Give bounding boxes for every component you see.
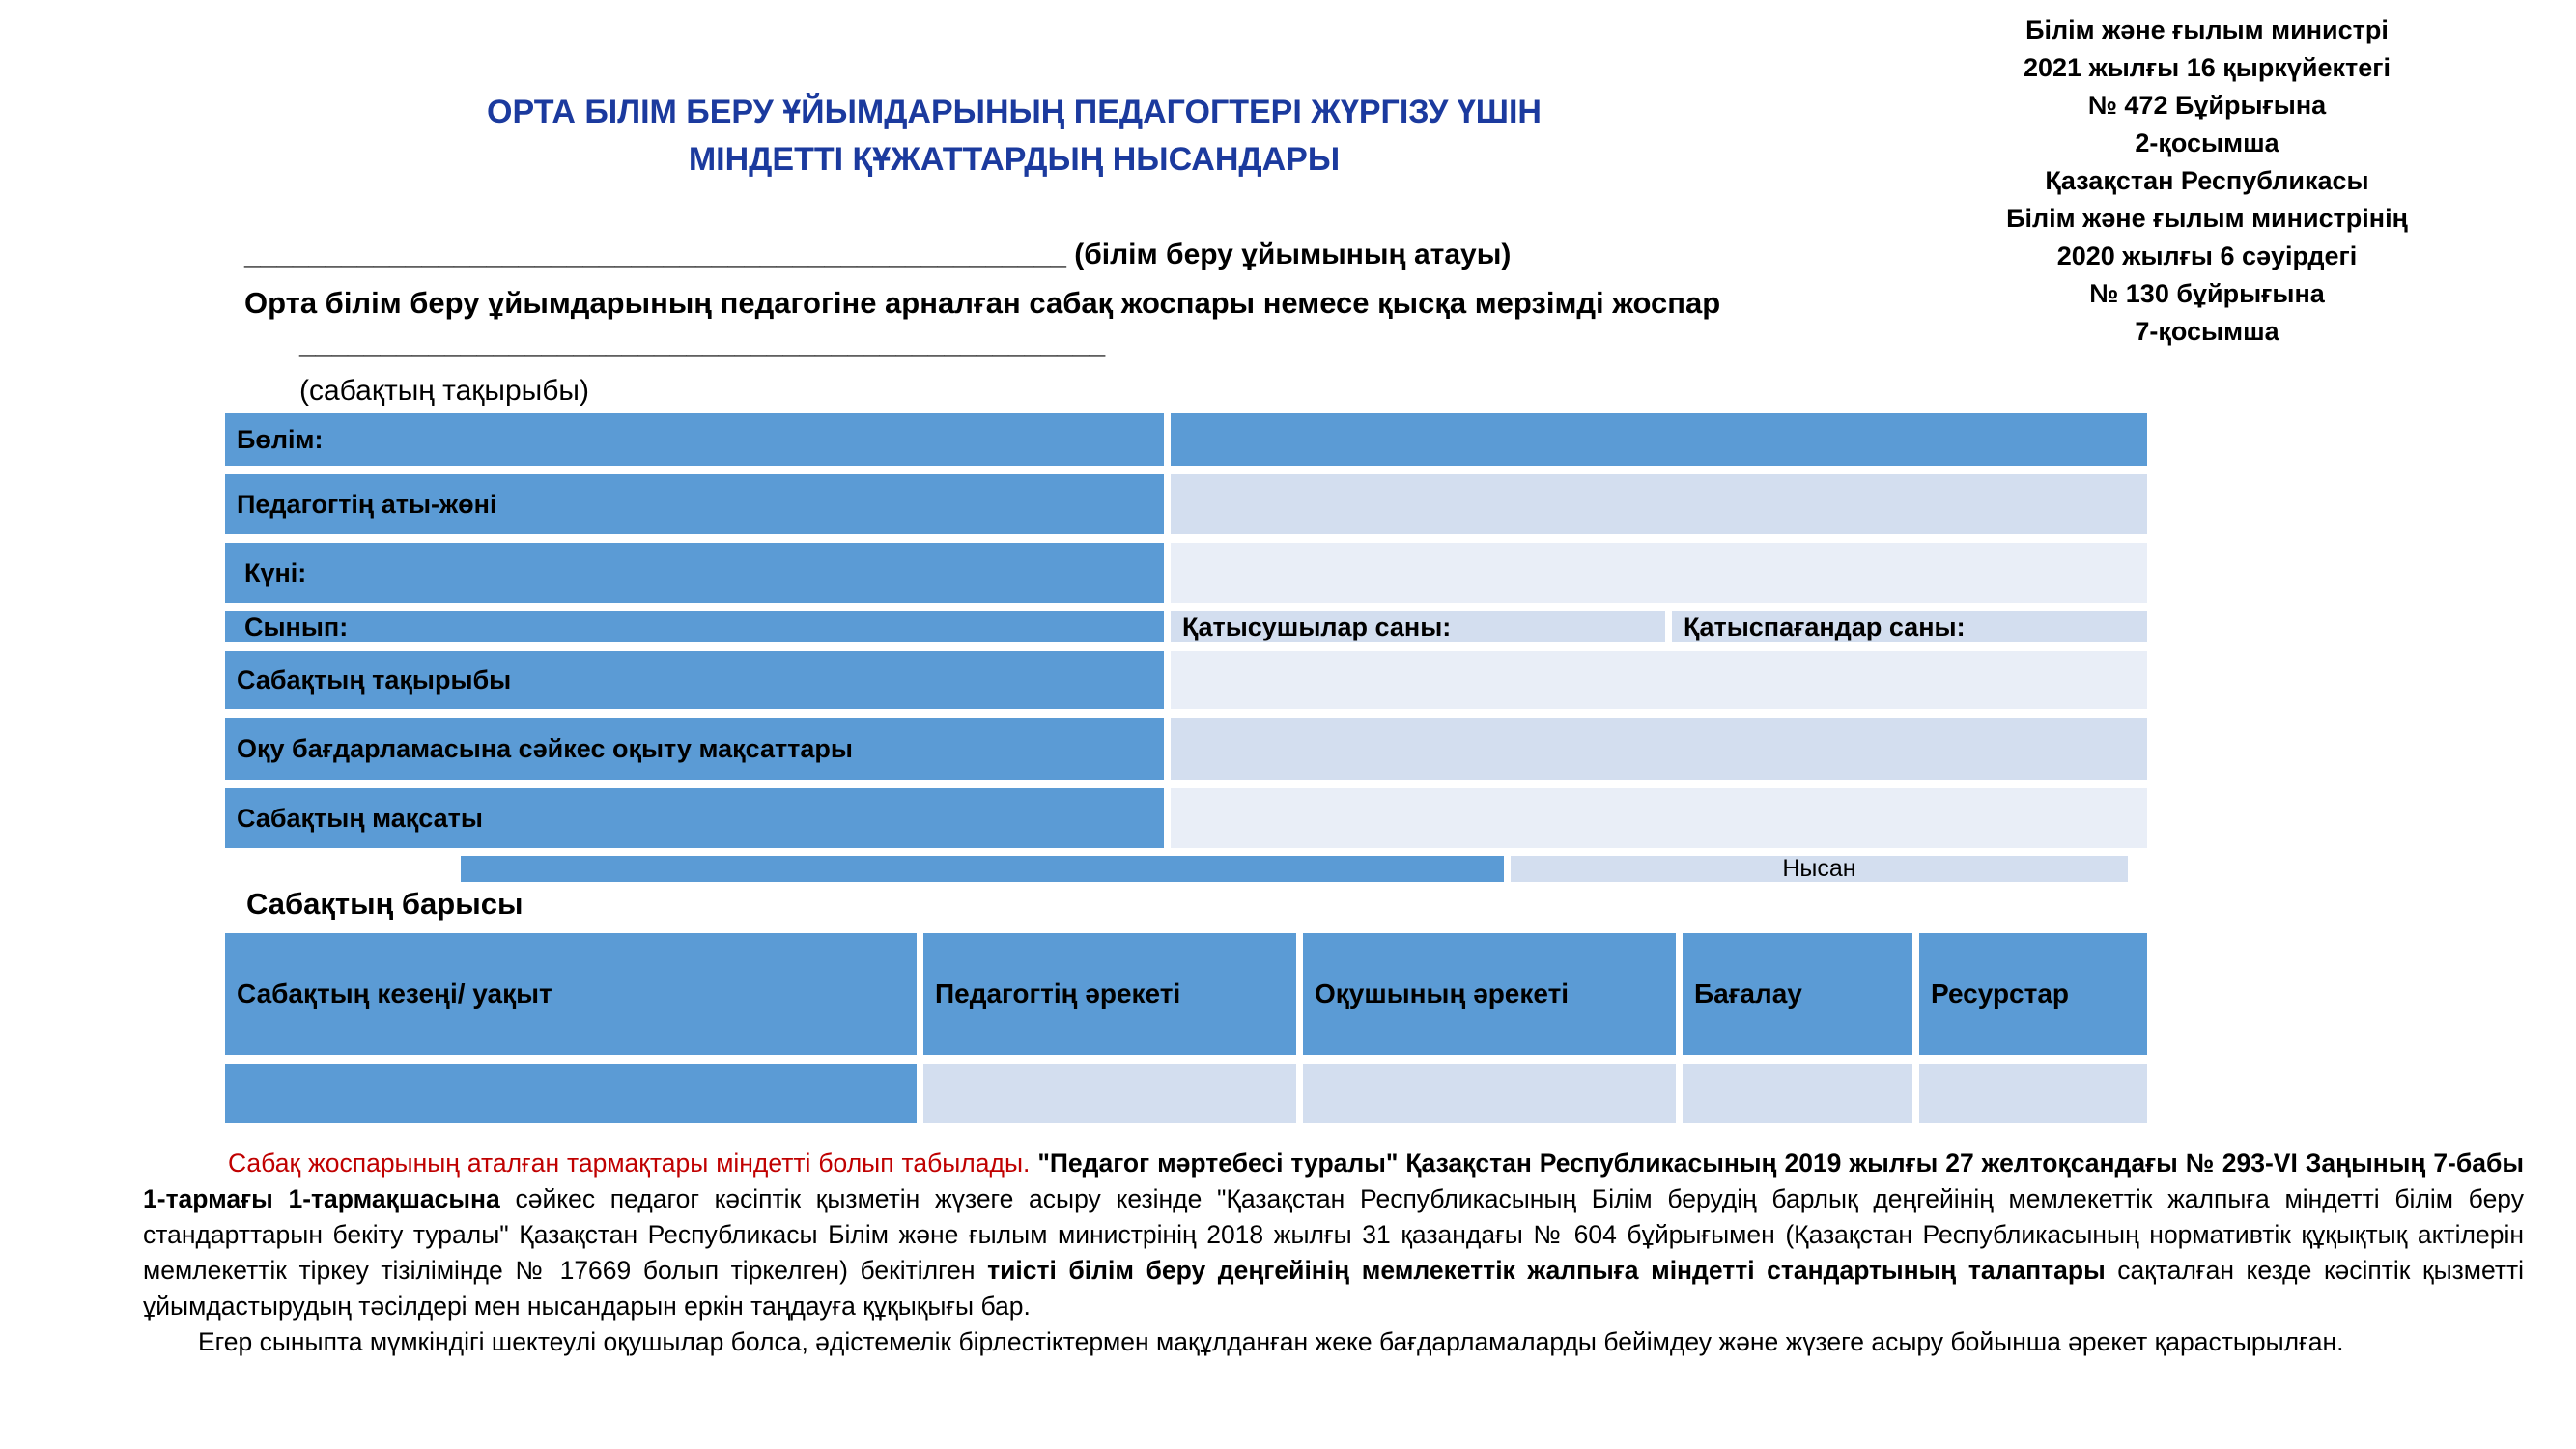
lesson-course-table [225, 933, 2147, 1132]
org-name-blank[interactable]: ___________________________________________________ [244, 239, 1066, 270]
resources-value-cell[interactable] [1919, 1064, 2147, 1123]
column-header-assessment: Бағалау [1683, 933, 1912, 1055]
student-action-value-cell[interactable] [1303, 1064, 1676, 1123]
order-reference-line: Білім және ғылым министрінің [2006, 204, 2408, 233]
column-header-stage-time: Сабақтың кезеңі/ уақыт [225, 933, 917, 1055]
table-row-lesson-topic [225, 651, 2147, 709]
document-subtitle: Орта білім беру ұйымдарының педагогіне арналған сабақ жоспары немесе қысқа мерзімді жоспар [244, 286, 1721, 320]
footnote-paragraph-legal [143, 1146, 2524, 1324]
assessment-value-cell[interactable] [1683, 1064, 1912, 1123]
footnote-standard-reference: тиісті білім беру деңгейінің мемлекеттік жалпыға міндетті стандартының талаптары [987, 1256, 2118, 1285]
order-reference-line: Білім және ғылым министрі [2025, 15, 2389, 44]
lesson-info-table [225, 413, 2147, 857]
lesson-topic-label-cell: Сабақтың тақырыбы [225, 651, 1164, 709]
lesson-course-heading: Сабақтың барысы [246, 887, 524, 921]
date-value-cell[interactable] [1171, 543, 2147, 603]
document-title-line1: ОРТА БІЛІМ БЕРУ ҰЙЫМДАРЫНЫҢ ПЕДАГОГТЕРІ ЖҮРГІЗУ ҮШІН [487, 94, 1542, 130]
teacher-name-value-cell[interactable] [1171, 474, 2147, 534]
lesson-goal-value-cell[interactable] [1171, 788, 2147, 848]
order-reference-line: № 130 бұйрығына [2089, 279, 2325, 308]
learning-objectives-value-cell[interactable] [1171, 718, 2147, 780]
learning-objectives-label-cell: Оқу бағдарламасына сәйкес оқыту мақсаттары [225, 718, 1164, 780]
table-row-date [225, 543, 2147, 603]
table-row-bolim [225, 413, 2147, 466]
column-header-teacher-action: Педагогтің әрекеті [923, 933, 1296, 1055]
bolim-label-cell: Бөлім: [225, 413, 1164, 466]
teacher-action-value-cell[interactable] [923, 1064, 1296, 1123]
table-row-teacher-name [225, 474, 2147, 534]
absentees-label-cell[interactable]: Қатыспағандар саны: [1672, 611, 2147, 642]
column-header-student-action: Оқушының әрекеті [1303, 933, 1676, 1055]
date-label-cell: Күні: [225, 543, 1164, 603]
footnote-body-text-1: сәйкес педагог кәсіптік қызметін жүзеге асыру кезінде "Қазақстан Республикасының Білім берудің барлық деңгейінің мемлекеттік жалпыға міндетті білім беру стандарттарын бекіту туралы" Қазақстан Республикасы Білім және ғылым министрінің 2018 жылғы 31 қазандағы № 604 бұйрығымен (Қазақстан Республикасының нормативтік құқықтық актілерін мемлекеттік тіркеу тізілімінде № 17669 болып тіркелген) бекітілген [143, 1184, 2524, 1285]
order-reference-line: 2-қосымша [2135, 128, 2279, 157]
table-row-learning-objectives [225, 718, 2147, 780]
order-reference-line: 2021 жылғы 16 қыркүйектегі [2024, 53, 2391, 82]
order-reference-line: 7-қосымша [2135, 317, 2279, 346]
lesson-goal-label-cell: Сабақтың мақсаты [225, 788, 1164, 848]
nysan-label-cell: Нысан [1511, 856, 2128, 882]
order-reference-line: 2020 жылғы 6 сәуірдегі [2056, 242, 2358, 270]
nysan-fill-cell[interactable] [461, 856, 1504, 882]
lesson-topic-blank[interactable]: __________________________________________________ [299, 328, 1106, 360]
order-reference-line: № 472 Бұйрығына [2087, 91, 2327, 120]
lesson-topic-caption: (сабақтың тақырыбы) [299, 375, 589, 407]
table-row-lesson-goal [225, 788, 2147, 848]
document-title-line2: МІНДЕТТІ ҚҰЖАТТАРДЫҢ НЫСАНДАРЫ [688, 141, 1341, 178]
org-name-caption: (білім беру ұйымының атауы) [1074, 239, 1512, 270]
teacher-name-label-cell: Педагогтің аты-жөні [225, 474, 1164, 534]
class-label-cell: Сынып: [225, 611, 1164, 642]
footnote-paragraph-special-needs: Егер сыныпта мүмкіндігі шектеулі оқушылар болса, әдістемелік бірлестіктермен мақұлданған жеке бағдарламаларды бейімдеу және жүзеге асыру бойынша әрекет қарастырылған. [198, 1327, 2344, 1356]
document-title [338, 89, 1690, 184]
bolim-value-cell[interactable] [1171, 413, 2147, 466]
footnote-block [143, 1146, 2524, 1360]
org-name-line [244, 239, 1511, 271]
footnote-mandatory-note: Сабақ жоспарының аталған тармақтары міндетті болып табылады. [228, 1149, 1038, 1178]
order-reference-line: Қазақстан Республикасы [2045, 166, 2369, 195]
lesson-course-header-row [225, 933, 2147, 1055]
participants-label-cell[interactable]: Қатысушылар саны: [1171, 611, 1665, 642]
lesson-course-empty-row [225, 1064, 2147, 1123]
footnote-body-text-2: сақталған кезде кәсіптік қызметті ұйымдастырудың тәсілдері мен нысандарын еркін таңдауға құқықығы бар. [143, 1256, 2525, 1321]
lesson-topic-value-cell[interactable] [1171, 651, 2147, 709]
footnote-law-reference: "Педагог мәртебесі туралы" Қазақстан Республикасының 2019 жылғы 27 желтоқсандағы № 293-VI Заңының 7-бабы 1-тармағы 1-тармақшасына [143, 1149, 2524, 1213]
column-header-resources: Ресурстар [1919, 933, 2147, 1055]
stage-time-value-cell[interactable] [225, 1064, 917, 1123]
order-reference-block [1917, 12, 2497, 351]
nysan-row [461, 856, 2128, 882]
table-row-class [225, 611, 2147, 642]
